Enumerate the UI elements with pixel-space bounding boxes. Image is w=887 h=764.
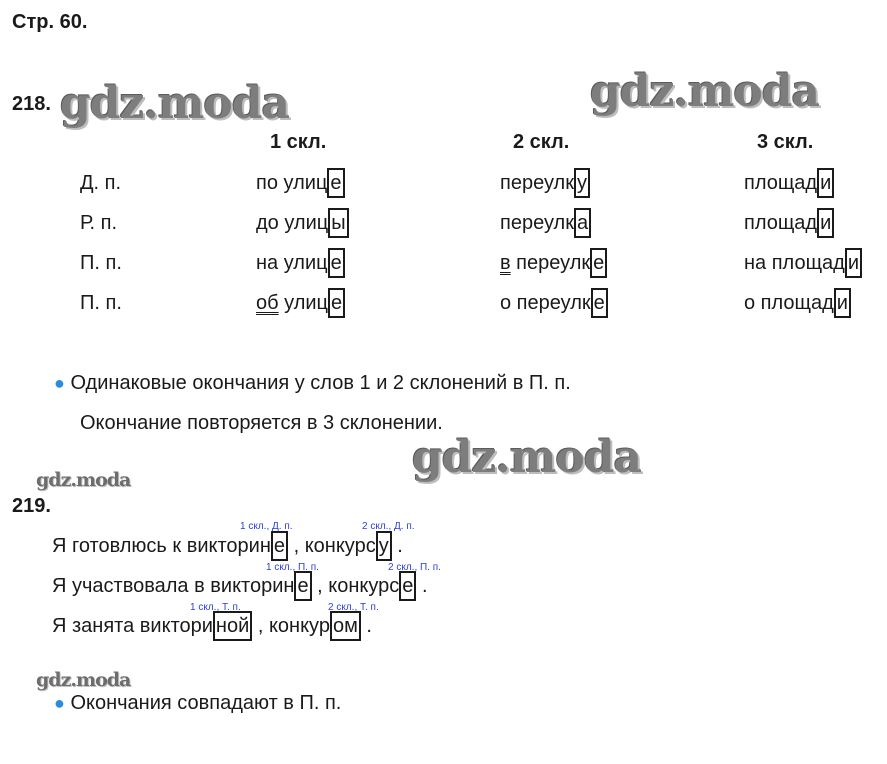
- conclusion-text: Одинаковые окончания у слов 1 и 2 склонений в П. п.: [70, 372, 571, 394]
- sentence: [52, 611, 372, 641]
- case-label: П. п.: [80, 252, 122, 274]
- ending-box: и: [845, 248, 862, 278]
- grammar-note: 2 скл., П. п.: [388, 562, 441, 573]
- ending-box: ной: [213, 611, 252, 641]
- conclusion-text: Окончания совпадают в П. п.: [70, 692, 342, 714]
- word-stem: переулк: [510, 252, 591, 274]
- word-stem: улиц: [278, 292, 328, 314]
- bullet-icon: ●: [54, 693, 65, 713]
- word-stem: о переулк: [500, 292, 591, 314]
- conclusion-line: [54, 371, 571, 395]
- word-cell: [744, 248, 862, 278]
- ending-box: и: [817, 168, 834, 198]
- word-stem: площад: [744, 172, 818, 194]
- sentence-lead: Я занята: [52, 615, 140, 637]
- word-stem: викторин: [210, 575, 295, 597]
- word-cell: [744, 208, 834, 238]
- word-cell: [256, 208, 349, 238]
- word-cell: [744, 288, 851, 318]
- word-stem: на улиц: [256, 252, 328, 274]
- column-header: 1 скл.: [270, 131, 327, 153]
- grammar-note: 2 скл., Т. п.: [328, 602, 379, 613]
- preposition-underlined: об: [256, 292, 279, 314]
- watermark: gdz.moda: [60, 78, 290, 129]
- punctuation: .: [391, 535, 403, 557]
- grammar-note: 1 скл., Д. п.: [240, 521, 293, 532]
- word-stem: переулк: [500, 212, 574, 234]
- exercise-number: 219.: [12, 495, 51, 517]
- word-cell: [256, 248, 345, 278]
- sentence-lead: Я участвовала в: [52, 575, 211, 597]
- word-stem: до улиц: [256, 212, 329, 234]
- word-stem: площад: [744, 212, 818, 234]
- word-stem: конкурс: [328, 575, 400, 597]
- grammar-note: 1 скл., П. п.: [266, 562, 319, 573]
- preposition-underlined: в: [500, 252, 511, 274]
- ending-box: и: [817, 208, 834, 238]
- word-stem: на площад: [744, 252, 845, 274]
- watermark: gdz.moda: [412, 432, 642, 483]
- word-stem: конкур: [268, 615, 330, 637]
- word-cell: [500, 248, 607, 278]
- grammar-note: 2 скл., Д. п.: [362, 521, 415, 532]
- word-cell: [256, 288, 345, 318]
- watermark: gdz.moda: [36, 669, 131, 691]
- ending-box: е: [294, 571, 311, 601]
- punctuation: .: [416, 575, 428, 597]
- word-cell: [500, 168, 590, 198]
- word-stem: виктори: [139, 615, 213, 637]
- ending-box: у: [376, 531, 392, 561]
- sentence: [52, 571, 428, 601]
- ending-box: е: [591, 288, 608, 318]
- ending-box: е: [328, 288, 345, 318]
- word-cell: [744, 168, 834, 198]
- watermark: gdz.moda: [36, 469, 131, 491]
- word-stem: викторин: [186, 535, 271, 557]
- ending-box: и: [834, 288, 851, 318]
- ending-box: е: [328, 248, 345, 278]
- word-cell: [500, 208, 591, 238]
- word-stem: по улиц: [256, 172, 328, 194]
- exercise-number: 218.: [12, 93, 51, 115]
- bullet-icon: ●: [54, 373, 65, 393]
- case-label: Д. п.: [80, 172, 122, 194]
- column-header: 2 скл.: [513, 131, 570, 153]
- punctuation: ,: [252, 615, 269, 637]
- word-stem: о площад: [744, 292, 834, 314]
- ending-box: е: [327, 168, 344, 198]
- sentence-lead: Я готовлюсь к: [52, 535, 187, 557]
- word-stem: конкурс: [304, 535, 376, 557]
- conclusion-text: Окончание повторяется в 3 склонении.: [80, 412, 443, 434]
- sentence: [52, 531, 403, 561]
- ending-box: а: [574, 208, 591, 238]
- ending-box: е: [590, 248, 607, 278]
- ending-box: е: [271, 531, 288, 561]
- punctuation: ,: [311, 575, 329, 597]
- grammar-note: 1 скл., Т. п.: [190, 602, 241, 613]
- word-stem: переулк: [500, 172, 574, 194]
- ending-box: е: [399, 571, 416, 601]
- ending-box: ы: [328, 208, 348, 238]
- watermark: gdz.moda: [590, 66, 820, 117]
- punctuation: .: [360, 615, 372, 637]
- punctuation: ,: [288, 535, 305, 557]
- case-label: П. п.: [80, 292, 122, 314]
- ending-box: у: [574, 168, 590, 198]
- ending-box: ом: [330, 611, 361, 641]
- conclusion-line: [54, 691, 341, 715]
- word-cell: [500, 288, 608, 318]
- page-title: Стр. 60.: [12, 11, 88, 33]
- word-cell: [256, 168, 345, 198]
- case-label: Р. п.: [80, 212, 118, 234]
- column-header: 3 скл.: [757, 131, 814, 153]
